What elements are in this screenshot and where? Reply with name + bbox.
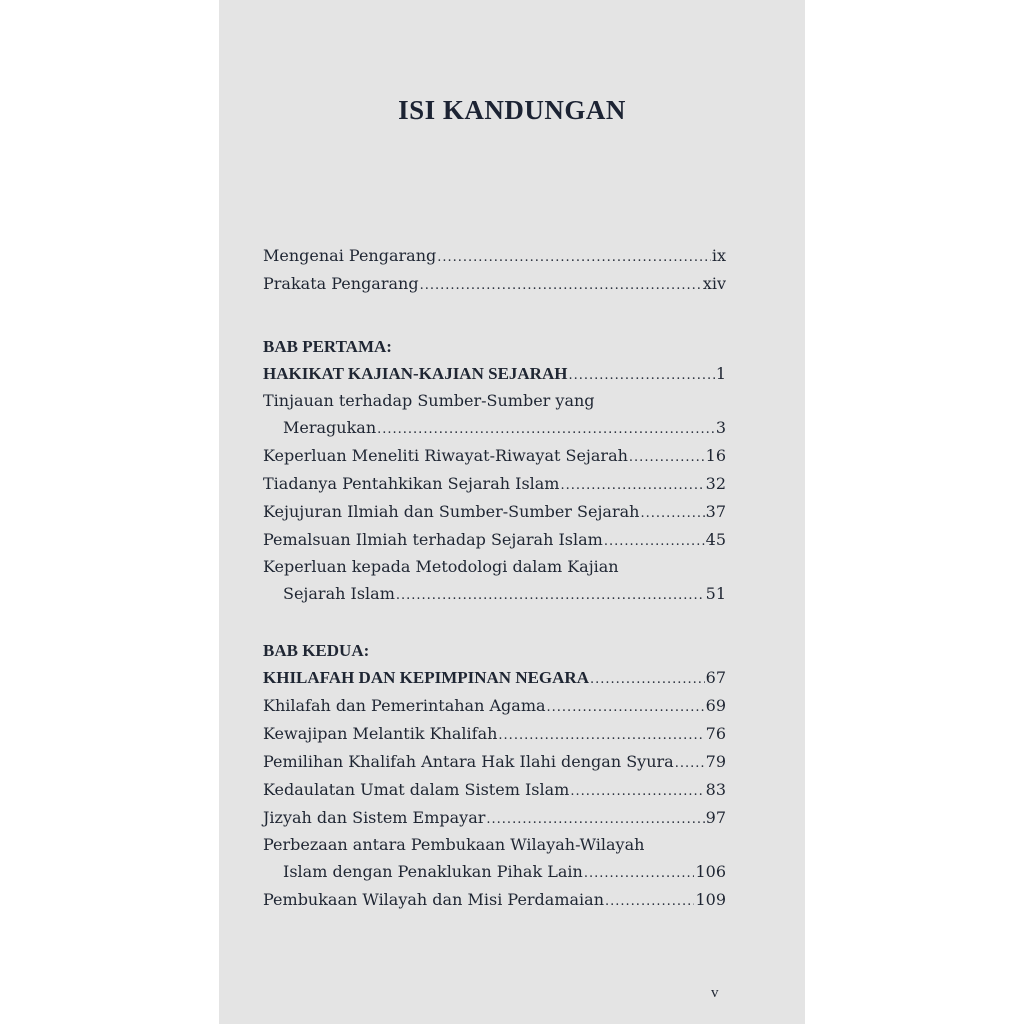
toc-entry-line: Keperluan kepada Metodologi dalam Kajian bbox=[263, 557, 619, 576]
toc-entry bbox=[263, 804, 726, 832]
toc-entry bbox=[263, 526, 726, 554]
toc-entry-label: Khilafah dan Pemerintahan Agama bbox=[263, 696, 546, 715]
toc-entry-label: Kejujuran Ilmiah dan Sumber-Sumber Sejarah bbox=[263, 502, 640, 521]
toc-entry-label: Prakata Pengarang bbox=[263, 274, 419, 293]
toc-entry bbox=[263, 414, 726, 442]
leader-dots bbox=[420, 272, 702, 300]
toc-entry-label: Sejarah Islam bbox=[283, 584, 395, 603]
toc-entry-page: 1 bbox=[715, 364, 726, 383]
toc-entry-label: Pembukaan Wilayah dan Misi Perdamaian bbox=[263, 890, 605, 909]
toc-entry-page: 3 bbox=[715, 418, 726, 437]
leader-dots bbox=[570, 778, 704, 806]
leader-dots bbox=[590, 666, 705, 694]
leader-dots bbox=[640, 500, 704, 528]
toc-entry-page: 16 bbox=[705, 446, 726, 465]
toc-entry-page: 45 bbox=[705, 530, 726, 549]
toc-entry bbox=[263, 748, 726, 776]
leader-dots bbox=[547, 694, 705, 722]
toc-entry-page: 69 bbox=[705, 696, 726, 715]
toc-entry-page: ix bbox=[711, 246, 726, 265]
leader-dots bbox=[605, 888, 694, 916]
toc-entry-label: Pemalsuan Ilmiah terhadap Sejarah Islam bbox=[263, 530, 603, 549]
leader-dots bbox=[396, 582, 705, 610]
toc-entry-label: Meragukan bbox=[283, 418, 377, 437]
toc-entry-line: Perbezaan antara Pembukaan Wilayah-Wilayah bbox=[263, 835, 645, 854]
leader-dots bbox=[560, 472, 704, 500]
toc-entry bbox=[263, 692, 726, 720]
chapter-title-entry bbox=[263, 664, 726, 692]
book-page bbox=[219, 0, 805, 1024]
leader-dots bbox=[675, 750, 705, 778]
toc-entry-line: Tinjauan terhadap Sumber-Sumber yang bbox=[263, 391, 595, 410]
chapter-label: BAB PERTAMA: bbox=[263, 337, 392, 356]
leader-dots bbox=[568, 362, 714, 390]
toc-entry-page: 76 bbox=[705, 724, 726, 743]
toc-entry-page: 83 bbox=[705, 780, 726, 799]
toc-entry-label: Pemilihan Khalifah Antara Hak Ilahi dengan Syura bbox=[263, 752, 674, 771]
leader-dots bbox=[604, 528, 705, 556]
leader-dots bbox=[629, 444, 705, 472]
toc-entry bbox=[263, 470, 726, 498]
toc-entry-label: Mengenai Pengarang bbox=[263, 246, 437, 265]
page-number: v bbox=[711, 985, 719, 1001]
toc-entry-page: 32 bbox=[705, 474, 726, 493]
toc-entry bbox=[263, 580, 726, 608]
toc-entry-page: 51 bbox=[705, 584, 726, 603]
toc-entry bbox=[263, 498, 726, 526]
chapter-label: BAB KEDUA: bbox=[263, 641, 370, 660]
toc-entry-page: xiv bbox=[702, 274, 726, 293]
toc-entry-label: Islam dengan Penaklukan Pihak Lain bbox=[283, 862, 583, 881]
toc-entry bbox=[263, 720, 726, 748]
leader-dots bbox=[437, 244, 711, 272]
toc-entry bbox=[263, 776, 726, 804]
toc-entry-label: Jizyah dan Sistem Empayar bbox=[263, 808, 486, 827]
toc-entry-label: Kedaulatan Umat dalam Sistem Islam bbox=[263, 780, 570, 799]
toc-entry-mengenai-pengarang bbox=[263, 242, 726, 270]
toc-entry bbox=[263, 858, 726, 886]
toc-entry-page: 37 bbox=[705, 502, 726, 521]
toc-entry-label: Kewajipan Melantik Khalifah bbox=[263, 724, 498, 743]
leader-dots bbox=[486, 806, 704, 834]
toc-entry-prakata-pengarang bbox=[263, 270, 726, 298]
toc-entry-label: Keperluan Meneliti Riwayat-Riwayat Sejarah bbox=[263, 446, 628, 465]
chapter-title: KHILAFAH DAN KEPIMPINAN NEGARA bbox=[263, 668, 589, 687]
leader-dots bbox=[584, 860, 695, 888]
toc-entry bbox=[263, 442, 726, 470]
toc-entry-page: 109 bbox=[695, 890, 726, 909]
table-of-contents bbox=[263, 242, 726, 914]
leader-dots bbox=[498, 722, 704, 750]
chapter-title-entry bbox=[263, 360, 726, 388]
leader-dots bbox=[377, 416, 715, 444]
toc-entry-label: Tiadanya Pentahkikan Sejarah Islam bbox=[263, 474, 560, 493]
toc-entry-page: 67 bbox=[705, 668, 726, 687]
toc-entry-page: 79 bbox=[705, 752, 726, 771]
page-title: ISI KANDUNGAN bbox=[398, 95, 626, 125]
toc-entry bbox=[263, 886, 726, 914]
chapter-title: HAKIKAT KAJIAN-KAJIAN SEJARAH bbox=[263, 364, 568, 383]
toc-entry-page: 106 bbox=[695, 862, 726, 881]
toc-entry-page: 97 bbox=[705, 808, 726, 827]
